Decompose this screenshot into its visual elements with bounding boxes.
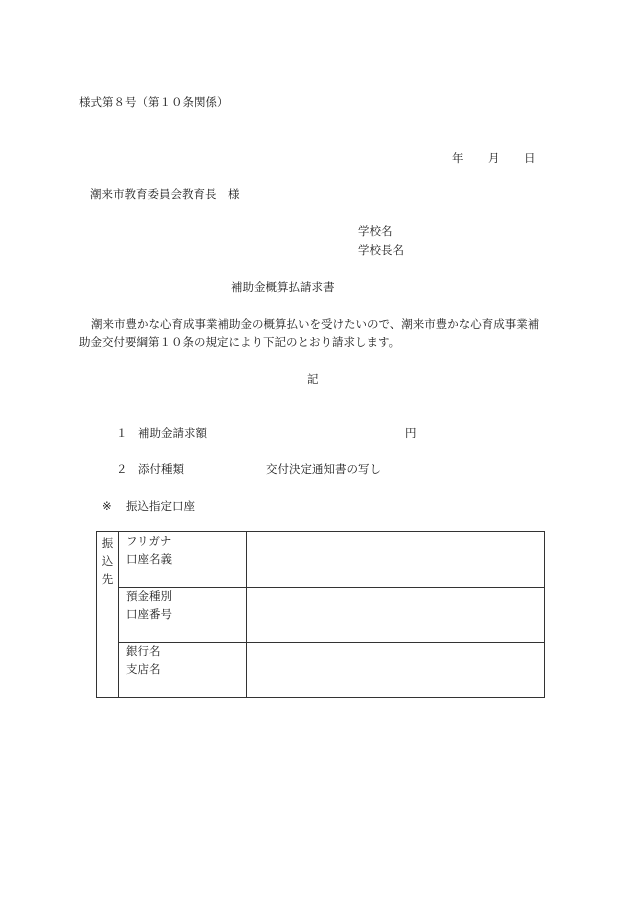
ki-heading: 記 <box>307 372 319 386</box>
note-label: 振込指定口座 <box>126 499 195 513</box>
table-divider <box>118 642 544 643</box>
bank-account-table <box>96 531 545 698</box>
note-mark: ※ <box>102 499 112 513</box>
principal-name-label: 学校長名 <box>358 243 404 257</box>
furigana-label: フリガナ <box>126 534 172 548</box>
item-2-value: 交付決定通知書の写し <box>266 462 381 476</box>
account-holder-label: 口座名義 <box>126 552 172 566</box>
account-number-label: 口座番号 <box>126 607 172 621</box>
item-2-number: ２ <box>116 462 128 476</box>
body-text-line-2: 助金交付要綱第１０条の規定により下記のとおり請求します。 <box>79 335 401 349</box>
school-name-label: 学校名 <box>358 224 393 238</box>
date-month-label: 月 <box>488 151 500 165</box>
item-2-label: 添付種類 <box>138 462 184 476</box>
item-1-number: １ <box>116 426 128 440</box>
header-char: 振 <box>101 536 114 550</box>
item-1-unit: 円 <box>405 426 417 440</box>
item-1-label: 補助金請求額 <box>138 426 207 440</box>
form-number: 様式第８号（第１０条関係） <box>79 95 229 109</box>
branch-name-label: 支店名 <box>126 662 161 676</box>
table-divider <box>118 532 119 697</box>
transfer-destination-header <box>97 532 118 588</box>
header-char: 込 <box>101 554 114 568</box>
table-divider <box>118 587 544 588</box>
document-title: 補助金概算払請求書 <box>231 280 335 294</box>
body-text-line-1: 潮来市豊かな心育成事業補助金の概算払いを受けたいので、潮来市豊かな心育成事業補 <box>91 317 540 331</box>
deposit-type-label: 預金種別 <box>126 589 172 603</box>
date-year-label: 年 <box>452 151 464 165</box>
table-divider <box>246 532 247 697</box>
date-day-label: 日 <box>524 151 536 165</box>
addressee: 潮来市教育委員会教育長 様 <box>90 187 240 201</box>
header-char: 先 <box>101 572 114 586</box>
bank-name-label: 銀行名 <box>126 644 161 658</box>
